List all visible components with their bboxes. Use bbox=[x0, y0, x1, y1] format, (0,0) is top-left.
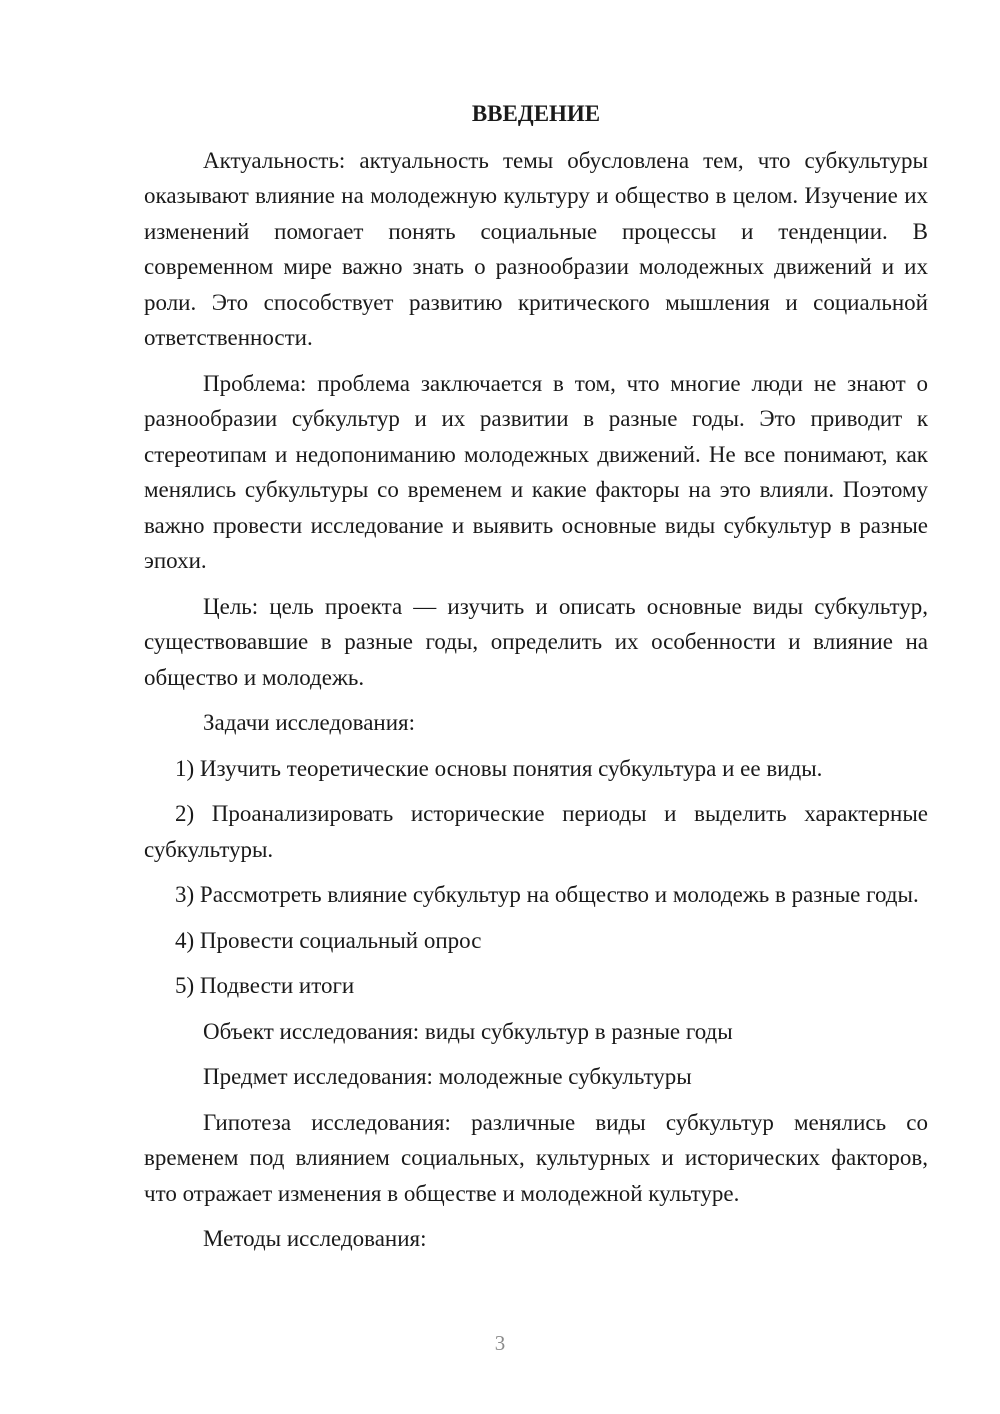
page-number: 3 bbox=[494, 1331, 506, 1355]
section-title: ВВЕДЕНИЕ bbox=[471, 101, 601, 126]
subject-paragraph: Предмет исследования: молодежные субкультуры bbox=[203, 1064, 692, 1089]
methods-heading: Методы исследования: bbox=[203, 1226, 427, 1251]
task-item-3: 3) Рассмотреть влияние субкультур на общество и молодежь в разные годы. bbox=[175, 882, 919, 907]
document-page bbox=[144, 96, 928, 1267]
task-item-2: 2) Проанализировать исторические периоды и выделить характерные субкультуры. bbox=[144, 801, 928, 862]
tasks-heading: Задачи исследования: bbox=[203, 710, 416, 735]
relevance-paragraph: Актуальность: актуальность темы обусловлена тем, что субкультуры оказывают влияние на молодежную культуру и общество в целом. Изучение их изменений помогает понять социальные процессы и тенденции. В современном мире важно знать о разнообразии молодежных движений и их роли. Это способствует развитию критического мышления и социальной ответственности. bbox=[144, 147, 928, 350]
task-item-1: 1) Изучить теоретические основы понятия субкультура и ее виды. bbox=[175, 755, 823, 781]
task-item-5: 5) Подвести итоги bbox=[175, 973, 355, 998]
problem-paragraph: Проблема: проблема заключается в том, что многие люди не знают о разнообразии субкультур и их развитии в разные годы. Это приводит к стереотипам и недопониманию молодежных движений. Не все понимают, как менялись субкультуры со временем и какие факторы на это влияли. Поэтому важно провести исследование и выявить основные виды субкультур в разные эпохи. bbox=[144, 370, 928, 573]
goal-paragraph: Цель: цель проекта — изучить и описать основные виды субкультур, существовавшие в разные годы, определить их особенности и влияние на общество и молодежь. bbox=[144, 593, 928, 690]
task-item-4: 4) Провести социальный опрос bbox=[175, 927, 482, 953]
object-paragraph: Объект исследования: виды субкультур в разные годы bbox=[203, 1018, 733, 1044]
hypothesis-paragraph: Гипотеза исследования: различные виды субкультур менялись со временем под влиянием социальных, культурных и исторических факторов, что отражает изменения в обществе и молодежной культуре. bbox=[144, 1109, 928, 1206]
